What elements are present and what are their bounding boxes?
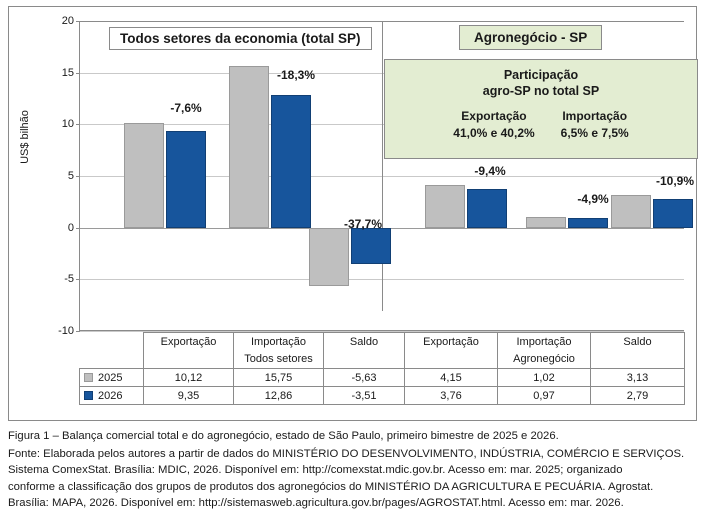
- legend-item-2025: [80, 369, 144, 387]
- caption-line-1: Figura 1 – Balança comercial total e do agronegócio, estado de São Paulo, primeiro bimestre de 2025 e 2026.: [8, 430, 559, 442]
- participation-title-line1: Participação: [503, 68, 579, 82]
- bar-2025-exportacao-total: [124, 123, 164, 228]
- table-header-saldo-total: Saldo: [324, 333, 405, 351]
- legend-swatch-2026-icon: [84, 391, 93, 400]
- figure-caption: [8, 428, 697, 512]
- bar-2025-importacao-total: [229, 66, 269, 228]
- cell-2025-saldo-agro: 3,13: [591, 369, 685, 387]
- participation-export-col: [453, 108, 534, 142]
- bar-2026-exportacao-total: [166, 131, 206, 228]
- table-header-exportacao-total: Exportação: [144, 333, 234, 351]
- bar-2026-importacao-agro: [568, 218, 608, 228]
- table-header-importacao-total: Importação: [234, 333, 324, 351]
- cell-2025-importacao-agro: 1,02: [498, 369, 591, 387]
- table-group-empty-1: [144, 351, 234, 369]
- variation-label-exportacao-agro: -9,4%: [474, 164, 506, 178]
- variation-label-saldo-agro: -10,9%: [655, 174, 695, 188]
- cell-2026-exportacao-agro: 3,76: [405, 387, 498, 405]
- variation-label-saldo-total: -37,7%: [343, 217, 383, 231]
- table-group-todos-setores: Todos setores: [234, 351, 324, 369]
- chart-frame: US$ bilhão 20 15 10 5 0 -5 -10 -7,6% -18,3% -37,7% -9,4% -4,9% -10,9% Todos setores da economia (total SP) Agronegócio - SP Participação agro-SP no total SP Exportação 41,0% e 40,2% Importação 6,5% e 7,5% Exportação Importação Saldo Exportação Importação Saldo Todos setores Agronegócio 2025 10,12 15,75 -5,63 4,15 1,02 3,13 2026 9,35 12,86 -3,51 3,76 0,97 2,79: [8, 6, 697, 421]
- bar-2025-saldo-agro: [611, 195, 651, 227]
- y-tick-label: -5: [64, 273, 74, 286]
- participation-export-value: 41,0% e 40,2%: [453, 126, 535, 140]
- y-tick-label: 10: [61, 118, 74, 131]
- caption-line-2: Fonte: Elaborada pelos autores a partir de dados do MINISTÉRIO DO DESENVOLVIMENTO, INDÚSTRIA, COMÉRCIO E SERVIÇOS.: [8, 447, 685, 460]
- y-tick-label: 15: [61, 66, 74, 79]
- cell-2026-importacao-agro: 0,97: [498, 387, 591, 405]
- table-header-saldo-agro: Saldo: [591, 333, 685, 351]
- legend-label-2025: 2025: [98, 371, 123, 384]
- y-tick-label: 0: [67, 221, 74, 234]
- participation-import-head: Importação: [562, 109, 628, 123]
- table-group-empty-3: [405, 351, 498, 369]
- variation-label-exportacao-total: -7,6%: [170, 101, 202, 115]
- participation-callout: [384, 59, 698, 159]
- table-corner-cell: [80, 333, 144, 351]
- cell-2025-saldo-total: -5,63: [324, 369, 405, 387]
- table-row: [80, 387, 685, 405]
- table-category-row: [80, 333, 685, 351]
- variation-label-importacao-agro: -4,9%: [577, 192, 609, 206]
- caption-line-5: Brasília: MAPA, 2026. Disponível em: http://sistemasweb.agricultura.gov.br/pages/AGROSTAT.html. Acesso em: mar. 2026.: [8, 497, 624, 509]
- chart-title-agronegocio: Agronegócio - SP: [459, 25, 602, 50]
- y-tick-label: -10: [58, 325, 74, 337]
- variation-label-importacao-total: -18,3%: [276, 68, 316, 82]
- table-group-agronegocio: Agronegócio: [498, 351, 591, 369]
- cell-2026-saldo-total: -3,51: [324, 387, 405, 405]
- table-corner-cell-2: [80, 351, 144, 369]
- cell-2025-importacao-total: 15,75: [234, 369, 324, 387]
- table-group-row: [80, 351, 685, 369]
- cell-2025-exportacao-agro: 4,15: [405, 369, 498, 387]
- bar-2026-saldo-total: [351, 228, 391, 264]
- table-header-importacao-agro: Importação: [498, 333, 591, 351]
- legend-swatch-2025-icon: [84, 373, 93, 382]
- legend-label-2026: 2026: [98, 389, 123, 402]
- y-tick-label: 20: [61, 15, 74, 27]
- cell-2026-importacao-total: 12,86: [234, 387, 324, 405]
- cell-2026-saldo-agro: 2,79: [591, 387, 685, 405]
- participation-import-value: 6,5% e 7,5%: [560, 126, 629, 140]
- participation-export-head: Exportação: [461, 109, 527, 123]
- participation-title-line2: agro-SP no total SP: [482, 84, 600, 98]
- bar-2025-importacao-agro: [526, 217, 566, 228]
- table-group-empty-2: [324, 351, 405, 369]
- bar-2026-importacao-total: [271, 95, 311, 228]
- bar-2025-exportacao-agro: [425, 185, 465, 228]
- table-group-empty-4: [591, 351, 685, 369]
- table-header-exportacao-agro: Exportação: [405, 333, 498, 351]
- table-row: [80, 369, 685, 387]
- participation-import-col: [561, 108, 629, 142]
- y-tick-label: 5: [67, 170, 74, 182]
- data-table: [79, 332, 685, 405]
- bar-2026-saldo-agro: [653, 199, 693, 228]
- cell-2025-exportacao-total: 10,12: [144, 369, 234, 387]
- caption-line-3: Sistema ComexStat. Brasília: MDIC, 2026. Disponível em: http://comexstat.mdic.gov.br. Acesso em: mar. 2025; organizado: [8, 464, 623, 476]
- caption-line-4: conforme a classificação dos grupos de produtos dos agronegócios do MINISTÉRIO DA AGRICULTURA E PECUÁRIA. Agrostat.: [8, 480, 654, 493]
- bar-2025-saldo-total: [309, 228, 349, 286]
- bar-2026-exportacao-agro: [467, 189, 507, 228]
- legend-item-2026: [80, 387, 144, 405]
- cell-2026-exportacao-total: 9,35: [144, 387, 234, 405]
- chart-title-total-sectors: Todos setores da economia (total SP): [109, 27, 372, 50]
